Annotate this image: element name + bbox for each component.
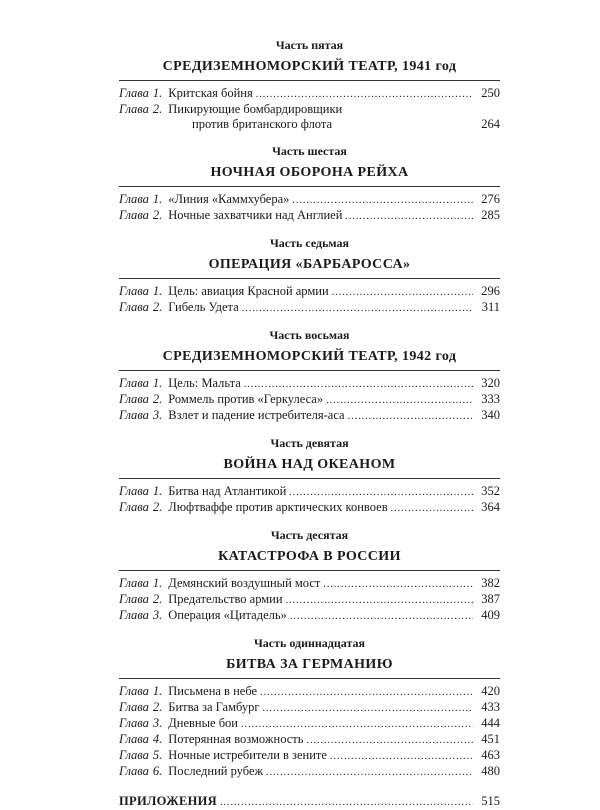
dot-leader [345,209,473,224]
chapter-title: Пикирующие бомбардировщики [168,102,343,116]
chapter-word: Глава [119,392,149,406]
chapter-entry[interactable] [119,500,500,516]
chapter-word: Глава [119,408,149,422]
chapter-title: Потерянная возможность [168,732,304,746]
chapter-page: 382 [481,576,500,590]
chapter-entry[interactable] [119,300,500,316]
chapter-page: 296 [481,284,500,298]
chapter-page: 264 [481,117,500,131]
dot-leader [242,301,473,316]
chapter-entry[interactable] [119,192,500,208]
chapter-title: Битва над Атлантикой [168,484,287,498]
part-label: Часть шестая [272,144,347,158]
chapter-word: Глава [119,192,149,206]
chapter-number: 3. [152,608,163,622]
chapter-title: Дневные бои [168,716,238,730]
chapter-entry[interactable] [119,102,500,117]
part-label: Часть седьмая [269,236,349,250]
chapter-number: 1. [152,484,163,498]
dot-leader [306,733,473,748]
dot-leader [266,765,473,780]
chapter-title: «Линия «Каммхубера» [168,192,290,206]
chapter-title: Критская бойня [168,86,253,100]
chapter-number: 2. [152,392,163,406]
chapter-title: Письмена в небе [168,684,258,698]
part-title: СРЕДИЗЕМНОМОРСКИЙ ТЕАТР, 1942 год [162,349,457,364]
chapter-number: 2. [152,700,163,714]
chapter-number: 3. [152,716,163,730]
part-title: ВОЙНА НАД ОКЕАНОМ [223,457,396,472]
part-label: Часть одиннадцатая [253,636,366,650]
chapter-word: Глава [119,700,149,714]
part-title: КАТАСТРОФА В РОССИИ [218,549,401,564]
chapter-title-line2: против британского флота [192,117,333,131]
chapter-word: Глава [119,500,149,514]
chapter-number: 4. [152,732,163,746]
chapter-page: 451 [481,732,500,746]
dot-leader [323,577,473,592]
chapter-entry[interactable] [119,408,500,424]
part-label: Часть пятая [275,38,344,52]
chapter-word: Глава [119,300,149,314]
toc-part [119,528,500,624]
chapter-word: Глава [119,86,149,100]
chapter-entry[interactable] [119,716,500,732]
toc-part [119,236,500,316]
chapter-word: Глава [119,748,149,762]
dot-leader [292,193,473,208]
chapter-page: 409 [481,608,500,622]
chapter-number: 1. [152,684,163,698]
chapter-page: 333 [481,392,500,406]
part-title: ОПЕРАЦИЯ «БАРБАРОССА» [208,257,411,272]
dot-leader [391,501,473,516]
chapter-title: Ночные захватчики над Англией [168,208,343,222]
chapter-number: 5. [152,748,163,762]
chapter-number: 6. [152,764,163,778]
part-label: Часть девятая [270,436,349,450]
chapter-title: Битва за Гамбург [168,700,260,714]
chapter-word: Глава [119,208,149,222]
chapter-title: Демянский воздушный мост [168,576,321,590]
chapter-title: Операция «Цитадель» [168,608,287,622]
dot-leader [348,409,473,424]
chapter-title: Взлет и падение истребителя-аса [168,408,345,422]
chapter-entry[interactable] [119,684,500,700]
divider [119,186,500,187]
toc-part [119,144,500,224]
appendix-page: 515 [481,794,500,808]
chapter-word: Глава [119,376,149,390]
chapter-entry[interactable] [119,608,500,624]
part-title: СРЕДИЗЕМНОМОРСКИЙ ТЕАТР, 1941 год [162,59,457,74]
chapter-entry[interactable] [119,764,500,780]
chapter-number: 1. [152,576,163,590]
chapter-word: Глава [119,484,149,498]
dot-leader [260,685,473,700]
chapter-entry[interactable] [119,208,500,224]
chapter-title: Цель: Мальта [168,376,241,390]
chapter-page: 352 [481,484,500,498]
chapter-title: Гибель Удета [168,300,239,314]
chapter-title: Предательство армии [168,592,283,606]
toc-part [119,328,500,424]
chapter-entry[interactable] [119,732,500,748]
chapter-word: Глава [119,732,149,746]
chapter-title: Ночные истребители в зените [168,748,327,762]
chapter-number: 3. [152,408,163,422]
dot-leader [290,609,473,624]
dot-leader [241,717,473,732]
chapter-page: 463 [481,748,500,762]
chapter-title: Последний рубеж [168,764,264,778]
divider [119,678,500,679]
chapter-title: Роммель против «Геркулеса» [168,392,324,406]
chapter-entry[interactable] [119,86,500,102]
chapter-entry[interactable] [119,748,500,764]
chapter-title: Цель: авиация Красной армии [168,284,329,298]
chapter-word: Глава [119,684,149,698]
chapter-entry[interactable] [119,392,500,408]
part-label: Часть восьмая [269,328,350,342]
chapter-page: 444 [481,716,500,730]
dot-leader [220,795,473,810]
part-label: Часть десятая [270,528,349,542]
chapter-page: 320 [481,376,500,390]
chapter-word: Глава [119,608,149,622]
chapter-word: Глава [119,716,149,730]
divider [119,570,500,571]
chapter-word: Глава [119,592,149,606]
chapter-number: 2. [152,300,163,314]
toc-part [119,38,500,132]
chapter-number: 1. [152,376,163,390]
dot-leader [286,593,473,608]
chapter-page: 285 [481,208,500,222]
part-title: НОЧНАЯ ОБОРОНА РЕЙХА [210,165,409,180]
dot-leader [256,87,473,102]
chapter-page: 250 [481,86,500,100]
chapter-page: 480 [481,764,500,778]
chapter-page: 387 [481,592,500,606]
divider [119,370,500,371]
dot-leader [326,393,473,408]
chapter-page: 364 [481,500,500,514]
toc-part [119,436,500,516]
parts-list [119,38,500,780]
chapter-number: 1. [152,284,163,298]
chapter-number: 2. [152,592,163,606]
chapter-word: Глава [119,284,149,298]
divider [119,478,500,479]
chapter-word: Глава [119,576,149,590]
dot-leader [330,749,473,764]
chapter-page: 433 [481,700,500,714]
dot-leader [244,377,473,392]
divider [119,80,500,81]
chapter-page: 276 [481,192,500,206]
chapter-entry[interactable] [119,484,500,500]
chapter-number: 2. [152,102,163,116]
divider [119,278,500,279]
appendix-entry[interactable] [119,794,500,810]
chapter-word: Глава [119,764,149,778]
chapter-number: 1. [152,86,163,100]
dot-leader [263,701,473,716]
chapter-entry[interactable] [119,592,500,608]
chapter-entry[interactable] [119,284,500,300]
table-of-contents [119,38,500,810]
chapter-entry[interactable] [119,700,500,716]
chapter-title-continuation[interactable] [119,117,500,132]
dot-leader [289,485,473,500]
chapter-page: 420 [481,684,500,698]
chapter-number: 2. [152,208,163,222]
part-title: БИТВА ЗА ГЕРМАНИЮ [226,657,393,672]
chapter-word: Глава [119,102,149,116]
toc-part [119,636,500,780]
chapter-number: 1. [152,192,163,206]
chapter-entry[interactable] [119,376,500,392]
chapter-title: Люфтваффе против арктических конвоев [168,500,388,514]
chapter-entry[interactable] [119,576,500,592]
chapter-page: 340 [481,408,500,422]
chapter-number: 2. [152,500,163,514]
appendix-label: ПРИЛОЖЕНИЯ [119,794,217,808]
dot-leader [332,285,473,300]
chapter-page: 311 [481,300,500,314]
